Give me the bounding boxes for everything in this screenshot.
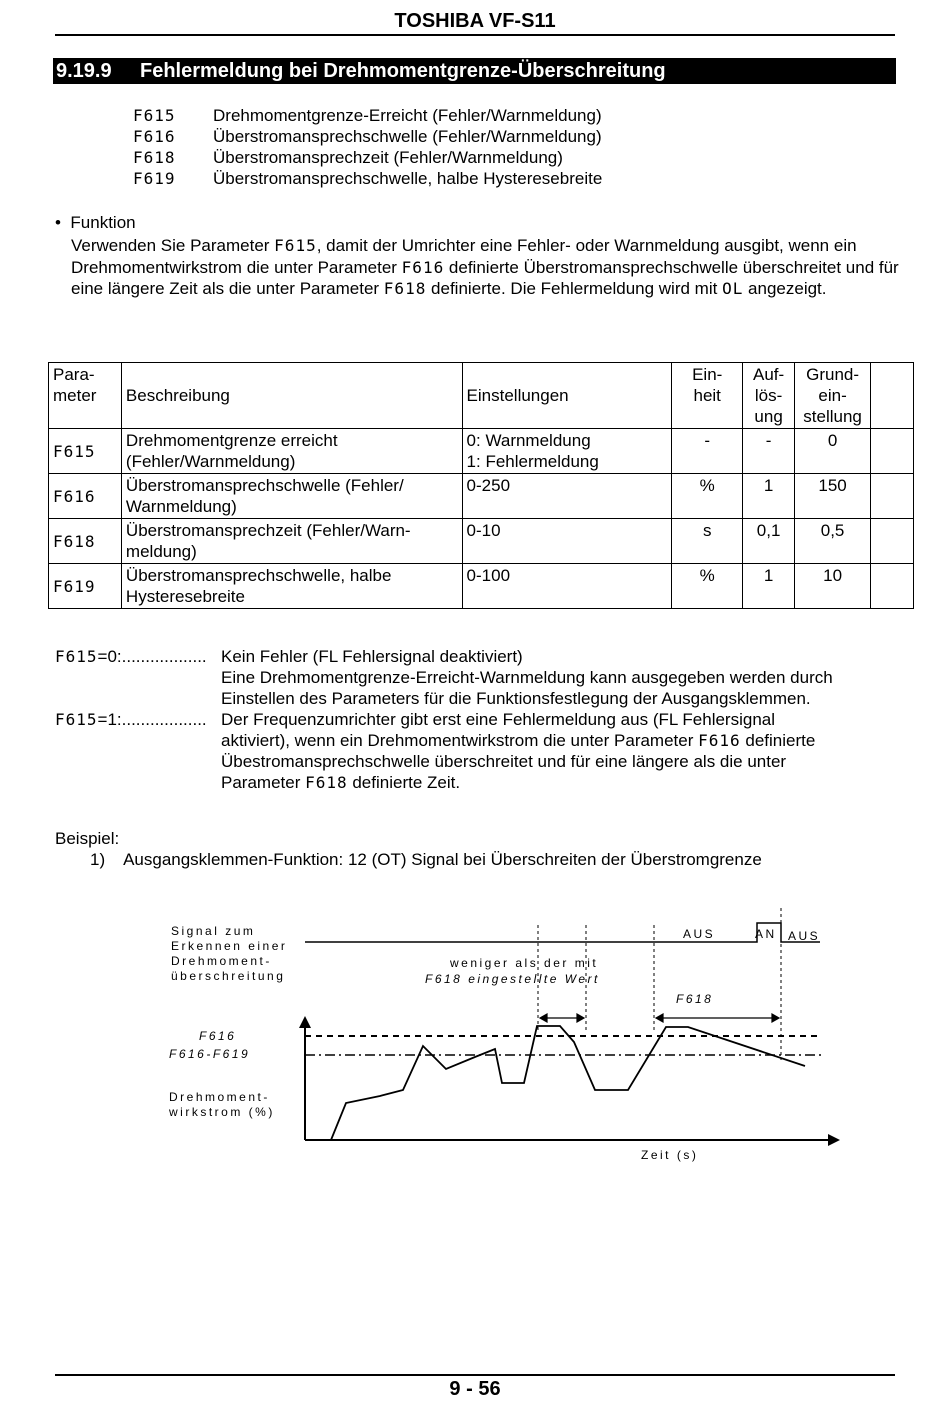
x-axis-arrow-icon	[828, 1134, 840, 1146]
row-unit: s	[672, 519, 743, 564]
row-empty	[871, 519, 914, 564]
parameter-code: F616	[401, 257, 445, 277]
table-row	[49, 474, 914, 519]
row-settings: 0-100	[462, 564, 672, 609]
row-empty	[871, 564, 914, 609]
parameter-code: F619	[133, 169, 176, 188]
parameter-list-item	[133, 105, 602, 126]
row-default: 0,5	[795, 519, 871, 564]
row-settings: 0-250	[462, 474, 672, 519]
signal-label-line: Drehmoment-	[171, 954, 272, 968]
table-row	[49, 564, 914, 609]
interval-arrows	[540, 1014, 779, 1022]
hysteresis-label: F616-F619	[169, 1047, 251, 1061]
function-bullet	[55, 213, 136, 233]
note-item	[55, 646, 915, 709]
parameter-list-item	[133, 147, 602, 168]
parameter-description: Überstromansprechzeit (Fehler/Warnmeldung)	[213, 148, 563, 167]
paragraph-text: definierte. Die Fehlermeldung wird mit	[426, 279, 723, 298]
example-item: 1) Ausgangsklemmen-Funktion: 12 (OT) Signal bei Überschreiten der Überstromgrenze	[90, 850, 762, 869]
y-axis-arrow-icon	[299, 1016, 311, 1028]
header-cell-settings: Einstellungen	[462, 363, 672, 429]
function-paragraph	[71, 235, 901, 300]
parameter-description: Überstromansprechschwelle, halbe Hysteresebreite	[213, 169, 603, 188]
row-default: 0	[795, 429, 871, 474]
section-title: Fehlermeldung bei Drehmomentgrenze-Überschreitung	[140, 60, 666, 82]
row-unit: %	[672, 474, 743, 519]
bullet-icon: •	[55, 213, 61, 232]
signal-label-line: Signal zum	[171, 924, 256, 938]
parameter-list-item	[133, 126, 602, 147]
output-signal-trace	[305, 923, 820, 942]
table-header-row	[49, 363, 914, 429]
header-cell-description: Beschreibung	[121, 363, 462, 429]
row-description: Überstromansprechschwelle (Fehler/ Warnmeldung)	[121, 474, 462, 519]
row-settings: 0-10	[462, 519, 672, 564]
paragraph-text: , damit der Umrichter eine Fehler- oder Warnmeldung ausgibt, wenn ein Drehmomentwirkstrom die unter Parameter	[71, 236, 857, 277]
setting-notes	[55, 646, 915, 793]
interval-label-f618: F618	[676, 992, 714, 1006]
example-label: Beispiel:	[55, 829, 120, 848]
torque-current-waveform	[331, 1026, 805, 1140]
row-description: Überstromansprechzeit (Fehler/Warn- meldung)	[121, 519, 462, 564]
header-cell-empty	[871, 363, 914, 429]
table-row	[49, 429, 914, 474]
example-block	[55, 828, 762, 870]
threshold-label: F616	[199, 1029, 237, 1043]
row-default: 10	[795, 564, 871, 609]
note-lead: F615=0:..................	[55, 647, 207, 666]
y-axis-label-line: wirkstrom (%)	[169, 1105, 275, 1119]
row-resolution: 1	[743, 474, 795, 519]
row-unit: -	[672, 429, 743, 474]
note-item	[55, 709, 915, 793]
function-heading: Funktion	[70, 213, 136, 232]
interval-note: weniger als der mit	[450, 956, 599, 970]
parameter-list-item	[133, 168, 602, 189]
row-description: Drehmomentgrenze erreicht (Fehler/Warnmeldung)	[121, 429, 462, 474]
parameter-description: Überstromansprechschwelle (Fehler/Warnmeldung)	[213, 127, 602, 146]
parameter-code: F615	[133, 106, 176, 125]
row-parameter-code: F619	[49, 564, 122, 609]
display-code: OL	[722, 279, 744, 298]
row-parameter-code: F615	[49, 429, 122, 474]
header-cell-resolution: Auf- lös- ung	[743, 363, 795, 429]
row-resolution: 0,1	[743, 519, 795, 564]
paragraph-text: angezeigt.	[743, 279, 827, 298]
row-resolution: -	[743, 429, 795, 474]
row-parameter-code: F616	[49, 474, 122, 519]
parameter-code: F616	[133, 127, 176, 146]
section-heading-bar	[53, 58, 896, 84]
signal-label-line: Erkennen einer	[171, 939, 288, 953]
row-settings: 0: Warnmeldung 1: Fehlermeldung	[462, 429, 672, 474]
row-parameter-code: F618	[49, 519, 122, 564]
parameter-code: F615	[274, 236, 317, 255]
header-cell-unit: Ein- heit	[672, 363, 743, 429]
signal-label-line: überschreitung	[171, 969, 286, 983]
row-resolution: 1	[743, 564, 795, 609]
timing-diagram	[0, 895, 950, 1170]
row-empty	[871, 429, 914, 474]
parameter-list	[133, 105, 602, 189]
parameter-code: F618	[133, 148, 176, 167]
x-axis-label: Zeit (s)	[641, 1148, 699, 1162]
row-description: Überstromansprechschwelle, halbe Hysteresebreite	[121, 564, 462, 609]
note-body: Kein Fehler (FL Fehlersignal deaktiviert) Eine Drehmomentgrenze-Erreicht-Warnmeldung kann ausgegeben werden durch Einstellen des Parameters für die Funktionsfestlegung der Ausgangsklemmen.	[221, 647, 833, 708]
row-default: 150	[795, 474, 871, 519]
interval-note: F618 eingestellte Wert	[425, 972, 600, 986]
paragraph-text: Verwenden Sie Parameter	[71, 236, 275, 255]
row-empty	[871, 474, 914, 519]
signal-state-off: AUS	[683, 927, 716, 941]
footer-divider	[55, 1374, 895, 1376]
signal-state-on: AN	[755, 927, 777, 941]
header-cell-parameter: Para- meter	[49, 363, 122, 429]
note-body: Der Frequenzumrichter gibt erst eine Fehlermeldung aus (FL Fehlersignal aktiviert), wenn ein Drehmomentwirkstrom die unter Parameter F616 definierte Übestromansprechschwelle überschreitet und für eine längere als die unter Parameter F618 definierte Zeit.	[221, 710, 816, 792]
signal-state-off: AUS	[788, 929, 821, 943]
table-row	[49, 519, 914, 564]
document-header-title: TOSHIBA VF-S11	[394, 10, 556, 32]
header-divider	[55, 34, 895, 36]
parameter-table	[48, 362, 914, 609]
parameter-description: Drehmomentgrenze-Erreicht (Fehler/Warnmeldung)	[213, 106, 602, 125]
paragraph-text: definierte Überstromansprechschwelle überschreitet und für eine längere Zeit als die unter Parameter	[71, 257, 899, 298]
y-axis-label-line: Drehmoment-	[169, 1090, 270, 1104]
header-cell-default: Grund- ein- stellung	[795, 363, 871, 429]
section-number: 9.19.9	[56, 60, 112, 82]
parameter-code: F618	[383, 279, 427, 298]
note-lead: F615=1:..................	[55, 710, 207, 729]
row-unit: %	[672, 564, 743, 609]
page-number: 9 - 56	[449, 1378, 501, 1400]
